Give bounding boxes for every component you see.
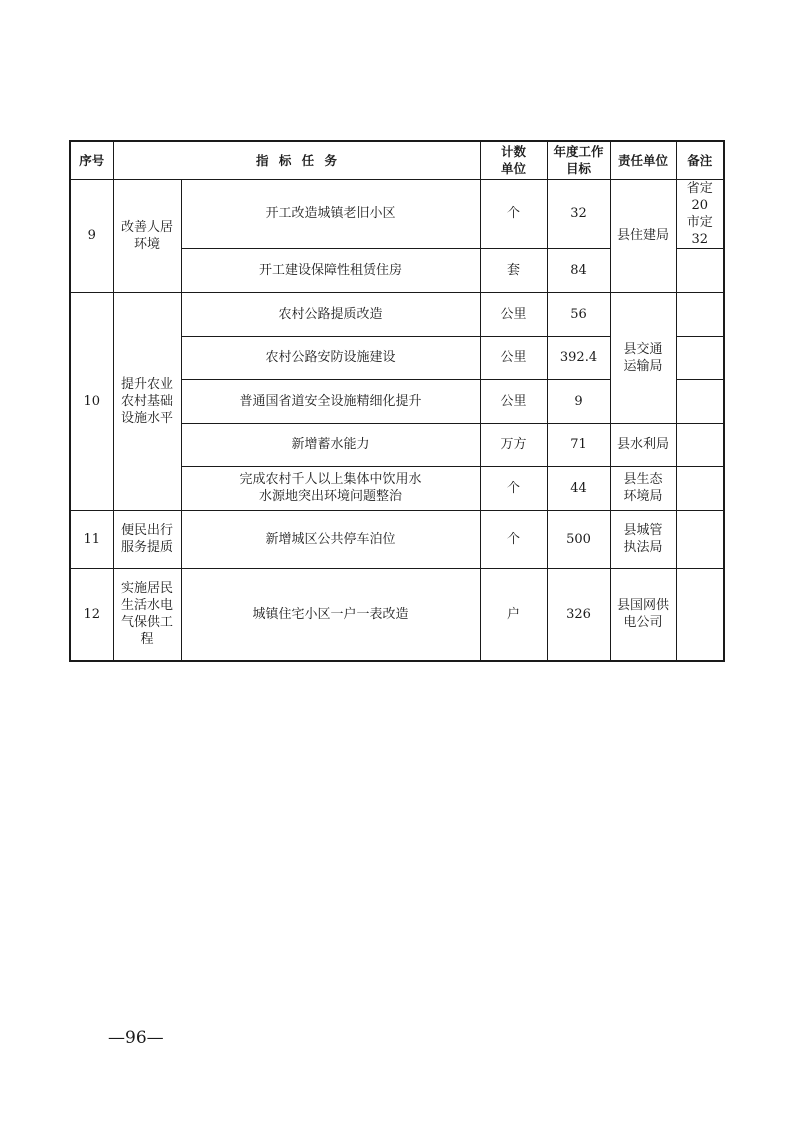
table-row bbox=[70, 510, 724, 568]
target-cell: 392.4 bbox=[547, 336, 610, 379]
unit-cell: 户 bbox=[480, 568, 547, 661]
task-cell: 农村公路安防设施建设 bbox=[181, 336, 480, 379]
task-cell: 城镇住宅小区一户一表改造 bbox=[181, 568, 480, 661]
header-owner: 责任单位 bbox=[610, 141, 676, 179]
target-cell: 326 bbox=[547, 568, 610, 661]
task-cell: 开工建设保障性租赁住房 bbox=[181, 248, 480, 292]
owner-cell: 县住建局 bbox=[610, 179, 676, 292]
header-target: 年度工作 目标 bbox=[547, 141, 610, 179]
seq-cell: 9 bbox=[70, 179, 113, 292]
table-row bbox=[70, 179, 724, 248]
category-cell: 改善人居 环境 bbox=[113, 179, 181, 292]
unit-cell: 个 bbox=[480, 510, 547, 568]
page-number: —96— bbox=[108, 1028, 164, 1048]
target-cell: 84 bbox=[547, 248, 610, 292]
unit-cell: 个 bbox=[480, 179, 547, 248]
owner-cell: 县水利局 bbox=[610, 423, 676, 466]
header-note: 备注 bbox=[676, 141, 724, 179]
category-cell: 便民出行 服务提质 bbox=[113, 510, 181, 568]
task-cell: 普通国省道安全设施精细化提升 bbox=[181, 379, 480, 423]
category-cell: 实施居民 生活水电 气保供工 程 bbox=[113, 568, 181, 661]
owner-cell: 县生态 环境局 bbox=[610, 466, 676, 510]
unit-cell: 个 bbox=[480, 466, 547, 510]
target-cell: 9 bbox=[547, 379, 610, 423]
unit-cell: 万方 bbox=[480, 423, 547, 466]
note-cell bbox=[676, 466, 724, 510]
unit-cell: 公里 bbox=[480, 336, 547, 379]
note-cell bbox=[676, 379, 724, 423]
note-cell: 省定 20 市定 32 bbox=[676, 179, 724, 248]
header-row bbox=[70, 141, 724, 179]
header-unit: 计数 单位 bbox=[480, 141, 547, 179]
unit-cell: 套 bbox=[480, 248, 547, 292]
target-cell: 44 bbox=[547, 466, 610, 510]
header-seq: 序号 bbox=[70, 141, 113, 179]
target-cell: 71 bbox=[547, 423, 610, 466]
note-cell bbox=[676, 336, 724, 379]
target-cell: 56 bbox=[547, 292, 610, 336]
target-cell: 32 bbox=[547, 179, 610, 248]
target-cell: 500 bbox=[547, 510, 610, 568]
task-cell: 新增蓄水能力 bbox=[181, 423, 480, 466]
task-cell: 完成农村千人以上集体中饮用水 水源地突出环境问题整治 bbox=[181, 466, 480, 510]
owner-cell: 县交通 运输局 bbox=[610, 292, 676, 423]
seq-cell: 10 bbox=[70, 292, 113, 510]
unit-cell: 公里 bbox=[480, 379, 547, 423]
table-row bbox=[70, 292, 724, 336]
unit-cell: 公里 bbox=[480, 292, 547, 336]
note-cell bbox=[676, 248, 724, 292]
header-task: 指 标 任 务 bbox=[113, 141, 480, 179]
owner-cell: 县城管 执法局 bbox=[610, 510, 676, 568]
seq-cell: 12 bbox=[70, 568, 113, 661]
category-cell: 提升农业 农村基础 设施水平 bbox=[113, 292, 181, 510]
seq-cell: 11 bbox=[70, 510, 113, 568]
owner-cell: 县国网供 电公司 bbox=[610, 568, 676, 661]
note-cell bbox=[676, 568, 724, 661]
note-cell bbox=[676, 510, 724, 568]
note-cell bbox=[676, 292, 724, 336]
note-cell bbox=[676, 423, 724, 466]
table-row bbox=[70, 568, 724, 661]
indicator-table bbox=[69, 140, 725, 662]
task-cell: 新增城区公共停车泊位 bbox=[181, 510, 480, 568]
task-cell: 开工改造城镇老旧小区 bbox=[181, 179, 480, 248]
task-cell: 农村公路提质改造 bbox=[181, 292, 480, 336]
